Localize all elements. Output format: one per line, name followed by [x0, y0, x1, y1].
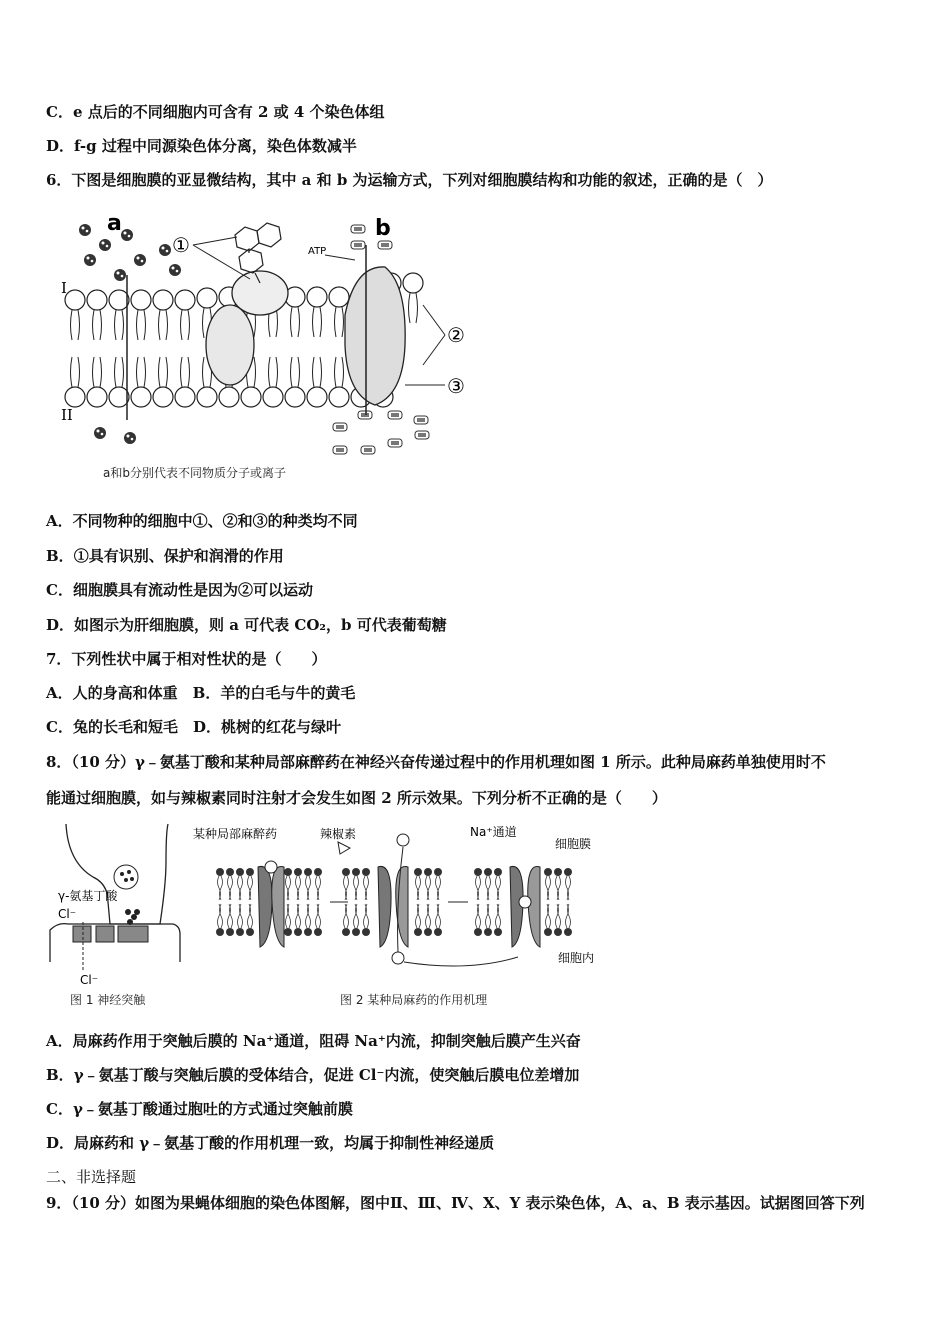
cell-membrane-figure [55, 205, 485, 490]
q8-stem-line1: 8．（10 分）γ﹣氨基丁酸和某种局部麻醉药在神经兴奋传递过程中的作用机理如图 1 所示。此种局麻药单独使用时不 [46, 753, 826, 771]
q8-option-b [46, 1065, 579, 1085]
option-text: 局麻药和 γ﹣氨基丁酸的作用机理一致，均属于抑制性神经递质 [74, 1134, 495, 1152]
receptor-left [73, 926, 91, 942]
embedded-protein [206, 305, 254, 385]
option-letter: C． [46, 103, 73, 121]
q5-option-d [46, 136, 357, 156]
option-letter: A． [46, 1032, 73, 1050]
q9-stem: 9．（10 分）如图为果蝇体细胞的染色体图解，图中Ⅱ、Ⅲ、Ⅳ、X、Y 表示染色体，A、a、B 表示基因。试据图回答下列 [46, 1194, 865, 1212]
option-letter: B． [46, 547, 74, 565]
option-letter: C． [46, 1100, 73, 1118]
q8-option-d [46, 1133, 494, 1153]
label-side-II: II [61, 406, 73, 424]
label-a: a [107, 211, 122, 236]
leader-2 [423, 305, 445, 335]
q6-option-c [46, 580, 313, 600]
figure-caption: a和b分别代表不同物质分子或离子 [103, 466, 286, 480]
label-b: b [375, 216, 391, 241]
figure2-caption: 图 2 某种局麻药的作用机理 [340, 993, 488, 1007]
option-letter: D． [46, 137, 75, 155]
label-1: ① [172, 233, 190, 257]
label-side-I: I [61, 279, 67, 297]
q6-option-a [46, 511, 358, 531]
q6-option-b [46, 546, 284, 566]
q7-stem: 7．下列性状中属于相对性状的是（ ） [46, 650, 327, 668]
q6-stem: 6．下图是细胞膜的亚显微结构，其中 a 和 b 为运输方式，下列对细胞膜结构和功能的叙述，正确的是（ ） [46, 171, 773, 189]
option-text: 不同物种的细胞中①、②和③的种类均不同 [72, 512, 358, 530]
option-text: γ﹣氨基丁酸通过胞吐的方式通过突触前膜 [72, 1100, 353, 1118]
receptor-right [118, 926, 148, 942]
figure1-caption: 图 1 神经突触 [70, 993, 146, 1007]
label-2: ② [447, 323, 465, 347]
leader-2b [423, 335, 445, 365]
option-text: 如图示为肝细胞膜，则 a 可代表 CO₂，b 可代表葡萄糖 [74, 616, 447, 634]
glycoprotein [232, 271, 288, 315]
membrane-panel-3 [474, 866, 572, 947]
membrane-label: 细胞膜 [555, 837, 592, 851]
option-text: 局麻药作用于突触后膜的 Na⁺通道，阻碍 Na⁺内流，抑制突触后膜产生兴奋 [72, 1032, 581, 1050]
option-text: f-g 过程中同源染色体分离，染色体数减半 [74, 137, 357, 155]
synaptic-vesicle [114, 865, 138, 889]
option-letter: B． [46, 1066, 74, 1084]
channel-middle [96, 926, 114, 942]
gaba-label: γ-氨基丁酸 [58, 889, 118, 903]
option-letter: D． [46, 1134, 75, 1152]
label-atp: ATP [308, 246, 327, 257]
anesthetic-label: 某种局部麻醉药 [193, 827, 278, 841]
capsaicin-label: 辣椒素 [320, 827, 357, 841]
section-title: 二、非选择题 [46, 1168, 137, 1186]
option-text: e 点后的不同细胞内可含有 2 或 4 个染色体组 [72, 103, 385, 121]
option-text: ①具有识别、保护和润滑的作用 [73, 547, 284, 565]
q7-options-row1: A．人的身高和体重 B．羊的白毛与牛的黄毛 [46, 684, 356, 702]
option-letter: D． [46, 616, 75, 634]
q8-option-a [46, 1031, 581, 1051]
membrane-panel-2 [338, 834, 518, 966]
leader-1 [193, 237, 237, 245]
q8-option-c [46, 1099, 353, 1119]
q5-option-c [46, 102, 384, 122]
label-3: ③ [447, 374, 465, 398]
q7-options-row2: C．兔的长毛和短毛 D．桃树的红花与绿叶 [46, 718, 341, 736]
membrane-panel-1 [216, 861, 322, 947]
carrier-protein [345, 267, 405, 405]
inside-label: 细胞内 [558, 951, 595, 965]
option-letter: A． [46, 512, 73, 530]
option-text: 细胞膜具有流动性是因为②可以运动 [72, 581, 313, 599]
option-text: γ﹣氨基丁酸与突触后膜的受体结合，促进 Cl⁻内流，使突触后膜电位差增加 [73, 1066, 580, 1084]
q8-stem-line2: 能通过细胞膜，如与辣椒素同时注射才会发生如图 2 所示效果。下列分析不正确的是（ ） [46, 789, 667, 807]
q6-option-d [46, 615, 447, 635]
cl-top-label: Cl⁻ [58, 907, 77, 921]
option-letter: C． [46, 581, 73, 599]
na-channel-label: Na⁺通道 [470, 825, 517, 839]
leader-1b [193, 245, 250, 279]
atp-arrow [325, 255, 355, 260]
synapse-figure [48, 822, 608, 1012]
molecules-a [79, 224, 181, 444]
postsynaptic-membrane [50, 924, 180, 962]
cl-bottom-label: Cl⁻ [80, 973, 99, 987]
